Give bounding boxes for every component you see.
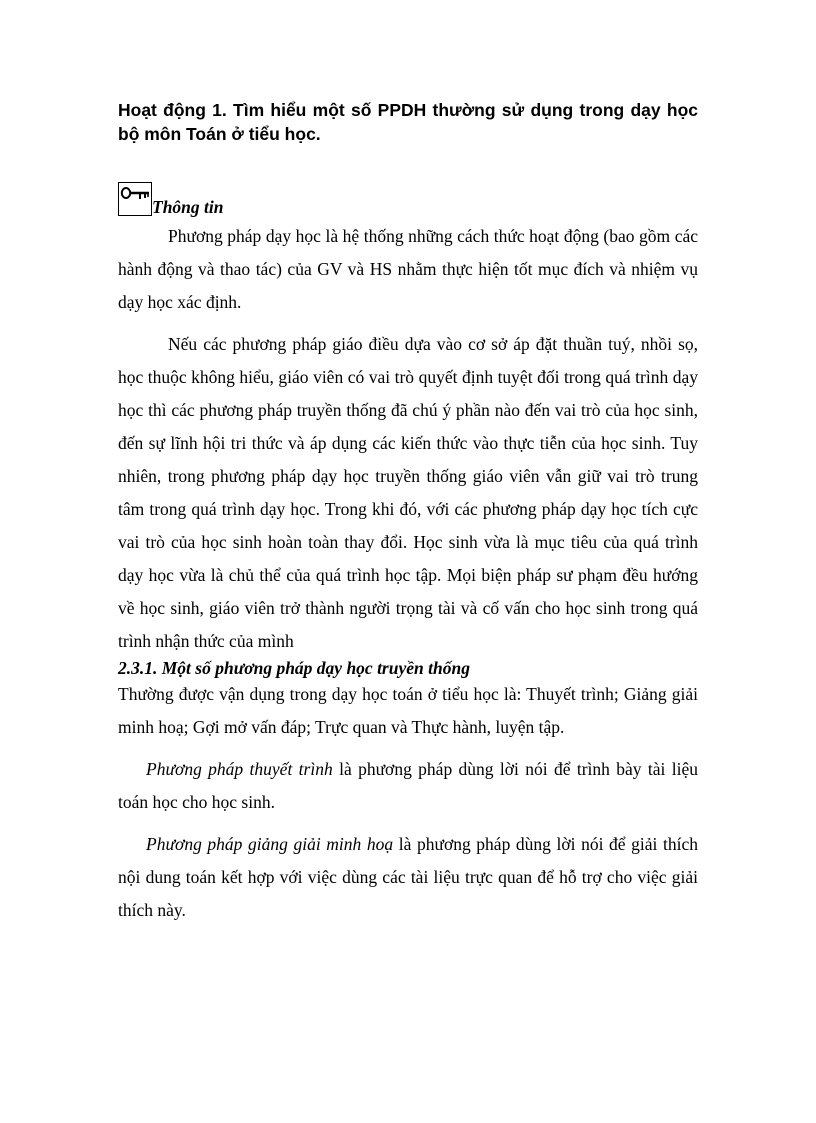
- section-intro: Thường được vận dụng trong dạy học toán ở tiểu học là: Thuyết trình; Giảng giải minh hoạ; Gợi mở vấn đáp; Trực quan và Thực hành, luyện tập.: [118, 684, 698, 737]
- method-explanation-term: Phương pháp giảng giải minh hoạ: [146, 834, 394, 854]
- activity-heading: Hoạt động 1. Tìm hiểu một số PPDH thường sử dụng trong dạy học bộ môn Toán ở tiểu học.: [118, 100, 698, 144]
- method-lecture-term: Phương pháp thuyết trình: [146, 759, 333, 779]
- method-lecture-text: là phương pháp dùng lời nói để trình bày tài liệu toán học cho học sinh.: [118, 759, 699, 812]
- method-explanation: [118, 828, 698, 927]
- info-label: Thông tin: [152, 197, 224, 217]
- method-lecture: [118, 753, 698, 819]
- key-icon: [118, 182, 152, 216]
- method-explanation-text: là phương pháp dùng lời nói để giải thích nội dung toán kết hợp với việc dùng các tài liệu trực quan để hỗ trợ cho việc giải thích này.: [118, 834, 698, 920]
- key-icon-glyph: [120, 186, 150, 206]
- info-row: [118, 182, 698, 222]
- paragraph-definition: Phương pháp dạy học là hệ thống những cách thức hoạt động (bao gồm các hành động và thao tác) của GV và HS nhằm thực hiện tốt mục đích và nhiệm vụ dạy học xác định.: [118, 226, 698, 312]
- document-page: [118, 98, 698, 927]
- section-title: 2.3.1. Một số phương pháp dạy học truyền thống: [118, 658, 470, 678]
- paragraph-comparison: Nếu các phương pháp giáo điều dựa vào cơ sở áp đặt thuần tuý, nhồi sọ, học thuộc không hiểu, giáo viên có vai trò quyết định tuyệt đối trong quá trình dạy học thì các phương pháp truyền thống đã chú ý phần nào đến vai trò của học sinh, đến sự lĩnh hội tri thức và áp dụng các kiến thức vào thực tiễn của học sinh. Tuy nhiên, trong phương pháp dạy học truyền thống giáo viên vẫn giữ vai trò trung tâm trong quá trình dạy học. Trong khi đó, với các phương pháp dạy học tích cực vai trò của học sinh hoàn toàn thay đổi. Học sinh vừa là mục tiêu của quá trình dạy học vừa là chủ thể của quá trình học tập. Mọi biện pháp sư phạm đều hướng về học sinh, giáo viên trở thành người trọng tài và cố vấn cho học sinh trong quá trình nhận thức của mình: [118, 334, 698, 651]
